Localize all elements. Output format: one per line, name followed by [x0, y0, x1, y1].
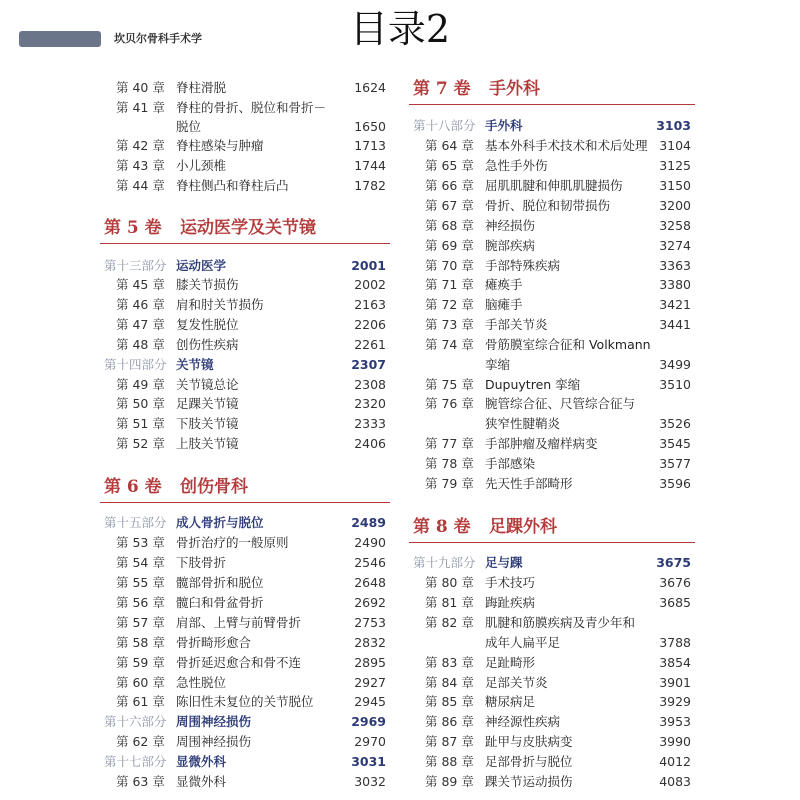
page-number: 2753 [354, 615, 386, 630]
volume-heading [409, 76, 695, 105]
chapter-entry[interactable] [100, 613, 390, 633]
chapter-entry[interactable] [409, 434, 695, 454]
volume-number: 第 7 卷 [413, 79, 471, 99]
page-number: 2308 [354, 377, 386, 392]
part-title: 周围神经损伤 [176, 714, 252, 729]
page-number: 1624 [354, 80, 386, 95]
chapter-title: 下肢骨折 [176, 555, 227, 570]
chapter-number: 第 45 章 [116, 277, 165, 292]
chapter-entry[interactable] [100, 156, 390, 176]
chapter-number: 第 82 章 [425, 615, 474, 630]
chapter-number: 第 54 章 [116, 555, 165, 570]
part-title: 成人骨折与脱位 [176, 515, 264, 530]
page-number: 2206 [354, 317, 386, 332]
page-number: 1650 [354, 119, 386, 134]
chapter-number: 第 78 章 [425, 456, 474, 471]
page-number: 3596 [659, 476, 691, 491]
chapter-title: 手部肿瘤及瘤样病变 [485, 436, 598, 451]
chapter-title: 足部骨折与脱位 [485, 754, 573, 769]
part-entry[interactable] [409, 116, 695, 136]
chapter-entry[interactable] [409, 414, 695, 434]
page-number: 2895 [354, 655, 386, 670]
chapter-entry[interactable] [100, 176, 390, 196]
page-number: 2261 [354, 337, 386, 352]
chapter-number: 第 49 章 [116, 377, 165, 392]
page-number: 1713 [354, 138, 386, 153]
chapter-entry[interactable] [409, 613, 695, 633]
page-number: 3676 [659, 575, 691, 590]
chapter-title: 关节镜总论 [176, 377, 239, 392]
chapter-title: 肌腱和筋膜疾病及青少年和 [485, 615, 636, 630]
chapter-title: 神经源性疾病 [485, 714, 561, 729]
chapter-number: 第 88 章 [425, 754, 474, 769]
chapter-title: 踝关节运动损伤 [485, 774, 573, 789]
chapter-number: 第 44 章 [116, 178, 165, 193]
chapter-number: 第 57 章 [116, 615, 165, 630]
page-number: 3363 [659, 258, 691, 273]
part-entry[interactable] [100, 752, 390, 772]
chapter-entry[interactable] [409, 196, 695, 216]
chapter-title: 足趾畸形 [485, 655, 536, 670]
chapter-number: 第 79 章 [425, 476, 474, 491]
chapter-entry[interactable] [100, 414, 390, 434]
chapter-title: 趾甲与皮肤病变 [485, 734, 573, 749]
part-title: 显微外科 [176, 754, 227, 769]
chapter-number: 第 75 章 [425, 377, 474, 392]
part-title: 关节镜 [176, 357, 214, 372]
page-number: 3441 [659, 317, 691, 332]
chapter-entry[interactable] [409, 732, 695, 752]
chapter-entry[interactable] [100, 335, 390, 355]
chapter-number: 第 84 章 [425, 675, 474, 690]
part-number: 第十六部分 [104, 714, 167, 729]
chapter-entry[interactable] [409, 355, 695, 375]
chapter-entry[interactable] [409, 236, 695, 256]
volume-heading [100, 215, 390, 244]
page-number: 3258 [659, 218, 691, 233]
chapter-number: 第 43 章 [116, 158, 165, 173]
chapter-number: 第 71 章 [425, 277, 474, 292]
page-number: 3150 [659, 178, 691, 193]
page-number: 3675 [656, 555, 691, 570]
page-number: 2307 [351, 357, 386, 372]
page-number: 2163 [354, 297, 386, 312]
chapter-number: 第 46 章 [116, 297, 165, 312]
volume-heading [409, 514, 695, 543]
chapter-number: 第 69 章 [425, 238, 474, 253]
chapter-title: 急性手外伤 [485, 158, 548, 173]
chapter-title: 脊柱的骨折、脱位和骨折－ [176, 100, 327, 115]
chapter-number: 第 52 章 [116, 436, 165, 451]
chapter-entry[interactable] [409, 752, 695, 772]
chapter-number: 第 48 章 [116, 337, 165, 352]
chapter-title: 骨筋膜室综合征和 Volkmann [485, 337, 651, 352]
chapter-entry[interactable] [100, 653, 390, 673]
chapter-entry[interactable] [100, 315, 390, 335]
chapter-title: 下肢关节镜 [176, 416, 239, 431]
page-number: 2489 [351, 515, 386, 530]
chapter-entry[interactable] [100, 394, 390, 414]
chapter-title: 狭窄性腱鞘炎 [485, 416, 561, 431]
chapter-number: 第 55 章 [116, 575, 165, 590]
chapter-title: 骨折、脱位和韧带损伤 [485, 198, 611, 213]
book-title: 坎贝尔骨科手术学 [114, 32, 202, 45]
page-number: 4083 [659, 774, 691, 789]
volume-title: 运动医学及关节镜 [180, 218, 316, 238]
chapter-entry[interactable] [100, 573, 390, 593]
part-number: 第十三部分 [104, 258, 167, 273]
chapter-title: 脊柱侧凸和脊柱后凸 [176, 178, 289, 193]
page-number: 3953 [659, 714, 691, 729]
page-number: 2969 [351, 714, 386, 729]
page-number: 3380 [659, 277, 691, 292]
volume-number: 第 8 卷 [413, 517, 471, 537]
page-number: 3274 [659, 238, 691, 253]
page-number: 2692 [354, 595, 386, 610]
page-number: 3929 [659, 694, 691, 709]
chapter-title: 足部关节炎 [485, 675, 548, 690]
page-number: 2970 [354, 734, 386, 749]
page-number: 3125 [659, 158, 691, 173]
volume-title: 手外科 [489, 79, 540, 99]
chapter-number: 第 76 章 [425, 396, 474, 411]
chapter-title: 神经损伤 [485, 218, 536, 233]
chapter-number: 第 47 章 [116, 317, 165, 332]
page-number: 3499 [659, 357, 691, 372]
chapter-number: 第 86 章 [425, 714, 474, 729]
chapter-title: 腕管综合征、尺管综合征与 [485, 396, 636, 411]
chapter-title: 手术技巧 [485, 575, 536, 590]
chapter-entry[interactable] [409, 692, 695, 712]
part-number: 第十四部分 [104, 357, 167, 372]
chapter-title: 基本外科手术技术和术后处理 [485, 138, 648, 153]
chapter-number: 第 80 章 [425, 575, 474, 590]
chapter-title: 手部特殊疾病 [485, 258, 561, 273]
chapter-title: 显微外科 [176, 774, 227, 789]
chapter-entry[interactable] [409, 593, 695, 613]
chapter-title: 骨折延迟愈合和骨不连 [176, 655, 302, 670]
chapter-entry[interactable] [409, 176, 695, 196]
chapter-entry[interactable] [409, 653, 695, 673]
chapter-entry[interactable] [100, 78, 390, 98]
chapter-number: 第 74 章 [425, 337, 474, 352]
chapter-entry[interactable] [409, 315, 695, 335]
chapter-title: 糖尿病足 [485, 694, 536, 709]
page-number: 2648 [354, 575, 386, 590]
chapter-entry[interactable] [100, 434, 390, 454]
chapter-entry[interactable] [100, 533, 390, 553]
part-entry[interactable] [100, 256, 390, 276]
chapter-entry[interactable] [409, 216, 695, 236]
chapter-number: 第 68 章 [425, 218, 474, 233]
chapter-entry[interactable] [100, 98, 390, 118]
chapter-entry[interactable] [100, 275, 390, 295]
page-number: 2832 [354, 635, 386, 650]
chapter-number: 第 60 章 [116, 675, 165, 690]
volume-number: 第 5 卷 [104, 218, 162, 238]
chapter-entry[interactable] [409, 712, 695, 732]
page-number: 2945 [354, 694, 386, 709]
chapter-title: 腕部疾病 [485, 238, 536, 253]
chapter-title: 小儿颈椎 [176, 158, 227, 173]
volume-title: 创伤骨科 [180, 477, 248, 497]
chapter-number: 第 72 章 [425, 297, 474, 312]
page-number: 3104 [659, 138, 691, 153]
chapter-title: 急性脱位 [176, 675, 227, 690]
chapter-number: 第 53 章 [116, 535, 165, 550]
volume-heading [100, 474, 390, 503]
chapter-title: 周围神经损伤 [176, 734, 252, 749]
chapter-entry[interactable] [100, 136, 390, 156]
page-number: 3685 [659, 595, 691, 610]
chapter-entry[interactable] [100, 295, 390, 315]
chapter-entry[interactable] [409, 454, 695, 474]
chapter-title: 屈肌肌腱和伸肌肌腱损伤 [485, 178, 623, 193]
chapter-number: 第 81 章 [425, 595, 474, 610]
page-number: 1744 [354, 158, 386, 173]
chapter-title: 手部感染 [485, 456, 536, 471]
chapter-title: 挛缩 [485, 357, 511, 372]
chapter-title: 髋臼和骨盆骨折 [176, 595, 264, 610]
chapter-number: 第 63 章 [116, 774, 165, 789]
chapter-title: 脑瘫手 [485, 297, 523, 312]
chapter-title: 脱位 [176, 119, 202, 134]
part-number: 第十五部分 [104, 515, 167, 530]
chapter-title: 手部关节炎 [485, 317, 548, 332]
chapter-number: 第 61 章 [116, 694, 165, 709]
chapter-number: 第 83 章 [425, 655, 474, 670]
chapter-title: 骨折畸形愈合 [176, 635, 252, 650]
page-number: 3901 [659, 675, 691, 690]
page-number: 2406 [354, 436, 386, 451]
chapter-number: 第 77 章 [425, 436, 474, 451]
page-number: 3577 [659, 456, 691, 471]
page-number: 3526 [659, 416, 691, 431]
part-number: 第十九部分 [413, 555, 476, 570]
chapter-entry[interactable] [409, 295, 695, 315]
chapter-entry[interactable] [409, 394, 695, 414]
page-number: 3200 [659, 198, 691, 213]
chapter-entry[interactable] [100, 375, 390, 395]
page-number: 3103 [656, 118, 691, 133]
page-number: 3510 [659, 377, 691, 392]
chapter-number: 第 65 章 [425, 158, 474, 173]
chapter-number: 第 89 章 [425, 774, 474, 789]
chapter-title: 成年人扁平足 [485, 635, 561, 650]
chapter-title: 骨折治疗的一般原则 [176, 535, 289, 550]
chapter-number: 第 40 章 [116, 80, 165, 95]
chapter-number: 第 64 章 [425, 138, 474, 153]
chapter-title: 踇趾疾病 [485, 595, 536, 610]
chapter-title: 先天性手部畸形 [485, 476, 573, 491]
part-entry[interactable] [409, 553, 695, 573]
chapter-number: 第 87 章 [425, 734, 474, 749]
chapter-entry[interactable] [100, 772, 390, 792]
chapter-title: 创伤性疾病 [176, 337, 239, 352]
chapter-entry[interactable] [409, 275, 695, 295]
page-number: 2546 [354, 555, 386, 570]
chapter-entry[interactable] [100, 117, 390, 137]
chapter-title: 陈旧性未复位的关节脱位 [176, 694, 314, 709]
chapter-title: 上肢关节镜 [176, 436, 239, 451]
page-number: 2002 [354, 277, 386, 292]
chapter-entry[interactable] [409, 335, 695, 355]
chapter-number: 第 42 章 [116, 138, 165, 153]
chapter-title: 膝关节损伤 [176, 277, 239, 292]
page-number: 2333 [354, 416, 386, 431]
chapter-title: 足踝关节镜 [176, 396, 239, 411]
chapter-number: 第 50 章 [116, 396, 165, 411]
page-number: 2927 [354, 675, 386, 690]
chapter-entry[interactable] [100, 732, 390, 752]
chapter-entry[interactable] [100, 553, 390, 573]
part-title: 手外科 [485, 118, 523, 133]
chapter-entry[interactable] [409, 772, 695, 792]
volume-title: 足踝外科 [489, 517, 557, 537]
page-number: 2490 [354, 535, 386, 550]
chapter-entry[interactable] [409, 474, 695, 494]
chapter-entry[interactable] [409, 156, 695, 176]
part-entry[interactable] [100, 712, 390, 732]
chapter-entry[interactable] [409, 256, 695, 276]
chapter-number: 第 51 章 [116, 416, 165, 431]
chapter-title: 脊柱滑脱 [176, 80, 227, 95]
chapter-title: 髋部骨折和脱位 [176, 575, 264, 590]
chapter-number: 第 56 章 [116, 595, 165, 610]
page-number: 1782 [354, 178, 386, 193]
chapter-number: 第 41 章 [116, 100, 165, 115]
part-entry[interactable] [100, 513, 390, 533]
chapter-entry[interactable] [409, 673, 695, 693]
chapter-title: 瘫痪手 [485, 277, 523, 292]
page-number: 3990 [659, 734, 691, 749]
chapter-entry[interactable] [409, 633, 695, 653]
chapter-title: Dupuytren 挛缩 [485, 377, 581, 392]
chapter-entry[interactable] [409, 573, 695, 593]
page-number: 2320 [354, 396, 386, 411]
chapter-number: 第 70 章 [425, 258, 474, 273]
chapter-number: 第 67 章 [425, 198, 474, 213]
page-number: 3788 [659, 635, 691, 650]
chapter-entry[interactable] [100, 593, 390, 613]
chapter-title: 脊柱感染与肿瘤 [176, 138, 264, 153]
chapter-number: 第 66 章 [425, 178, 474, 193]
chapter-title: 肩和肘关节损伤 [176, 297, 264, 312]
chapter-entry[interactable] [100, 692, 390, 712]
page-number: 3032 [354, 774, 386, 789]
volume-number: 第 6 卷 [104, 477, 162, 497]
chapter-number: 第 73 章 [425, 317, 474, 332]
page-number: 2001 [351, 258, 386, 273]
part-title: 足与踝 [485, 555, 523, 570]
part-number: 第十八部分 [413, 118, 476, 133]
page-number: 3421 [659, 297, 691, 312]
page-number: 3854 [659, 655, 691, 670]
part-number: 第十七部分 [104, 754, 167, 769]
chapter-title: 肩部、上臂与前臂骨折 [176, 615, 302, 630]
chapter-title: 复发性脱位 [176, 317, 239, 332]
chapter-number: 第 62 章 [116, 734, 165, 749]
chapter-entry[interactable] [409, 136, 695, 156]
page-number: 4012 [659, 754, 691, 769]
chapter-entry[interactable] [409, 375, 695, 395]
chapter-entry[interactable] [100, 633, 390, 653]
page-number: 3031 [351, 754, 386, 769]
page-number: 3545 [659, 436, 691, 451]
chapter-number: 第 85 章 [425, 694, 474, 709]
chapter-number: 第 58 章 [116, 635, 165, 650]
page-title: 目录2 [349, 7, 451, 51]
chapter-entry[interactable] [100, 673, 390, 693]
chapter-number: 第 59 章 [116, 655, 165, 670]
part-entry[interactable] [100, 355, 390, 375]
part-title: 运动医学 [176, 258, 227, 273]
